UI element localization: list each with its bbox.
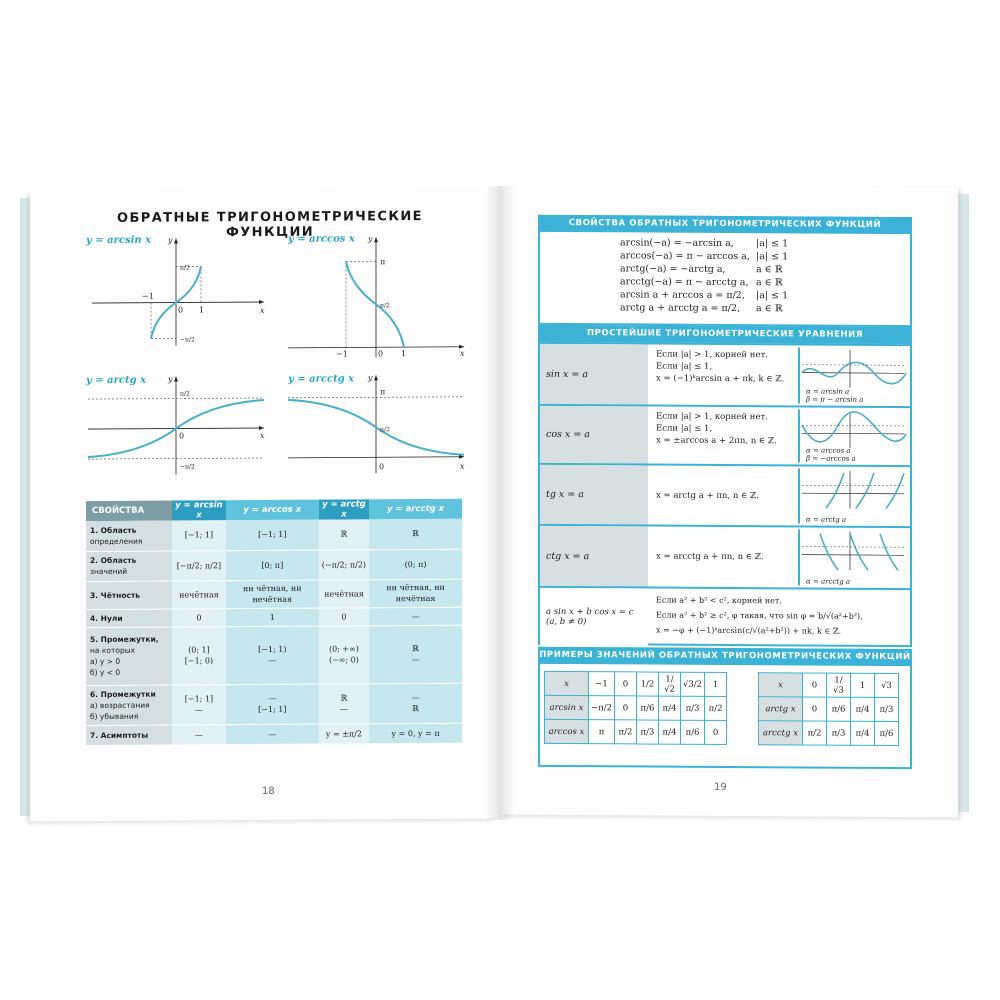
property-formula-row xyxy=(620,249,788,263)
solution-line: x = arcctg a + πn, n ∈ ℤ. xyxy=(656,551,764,563)
property-value: (0; +∞) (−∞; 0) xyxy=(319,625,370,683)
values-cell: −π/2 xyxy=(589,696,615,720)
mark: y xyxy=(168,374,173,384)
condition: a ∈ ℝ xyxy=(756,264,783,276)
values-table-right xyxy=(758,672,899,746)
right-page xyxy=(500,185,958,818)
mark: π/2 xyxy=(380,302,390,310)
table-row xyxy=(86,723,462,745)
equation-figure xyxy=(798,409,908,463)
values-header-cell: 1 xyxy=(705,672,727,696)
values-header-cell: 1 xyxy=(851,673,875,697)
page-number: 19 xyxy=(714,781,727,793)
equation-graph xyxy=(800,468,908,524)
page-title: ОБРАТНЫЕ ТРИГОНОМЕТРИЧЕСКИЕ ФУНКЦИИ xyxy=(117,209,423,241)
property-name xyxy=(86,609,172,628)
property-name xyxy=(86,581,172,610)
formula: arcsin(−a) = −arcsin a, xyxy=(620,237,734,250)
mark: y xyxy=(368,234,373,244)
property-value: [−1; 1] — xyxy=(172,684,226,724)
figure-caption: β = −arccos a xyxy=(806,454,856,463)
solution-line: x = −φ + (−1)ᵏarcsin(c/√(a²+b²)) + πk, k ∈ ℤ. xyxy=(656,625,842,636)
mark: π/2 xyxy=(380,426,390,434)
equation-row xyxy=(540,404,910,465)
property-name-line: значений xyxy=(90,566,128,577)
values-cell: π xyxy=(589,720,615,744)
values-row-label: arctg x xyxy=(759,697,803,721)
property-name-line: а) y > 0 xyxy=(90,656,121,667)
property-value: ℝ — xyxy=(319,683,370,723)
values-cell: π/6 xyxy=(680,720,704,744)
mark: −π/2 xyxy=(180,463,195,471)
values-cell: 0 xyxy=(614,696,636,720)
values-cell: π/4 xyxy=(658,720,680,744)
property-value: ℝ xyxy=(319,519,370,549)
property-value: y = ±π/2 xyxy=(319,723,370,743)
property-value: нечётная xyxy=(319,579,370,607)
graph-arcctg xyxy=(284,369,474,480)
condition: a ∈ ℝ xyxy=(756,277,783,289)
property-value: [−1; 1] xyxy=(226,520,319,551)
equation-graph xyxy=(800,529,908,586)
table-header: y = arctg x xyxy=(319,499,370,519)
mark: π xyxy=(380,257,386,267)
equation-row xyxy=(540,524,910,588)
values-cell: π/6 xyxy=(827,697,851,721)
property-value: ℝ xyxy=(369,519,462,550)
values-header-cell: 1/2 xyxy=(636,672,658,696)
mark: π xyxy=(380,387,386,397)
property-formula-row xyxy=(620,236,788,250)
property-value: (0; π) xyxy=(369,549,462,580)
mark: 0 xyxy=(378,349,384,359)
page-number: 18 xyxy=(262,785,275,798)
property-value: ни чётная, ни нечётная xyxy=(369,579,462,608)
values-cell: π/4 xyxy=(851,697,875,721)
table-header: СВОЙСТВА xyxy=(86,501,172,522)
formula: arcctg(−a) = π − arcctg a, xyxy=(620,276,749,289)
graph-label: y = arctg x xyxy=(86,374,147,387)
solution-line: x = ±arccos a + 2πn, n ∈ ℤ. xyxy=(656,435,777,447)
values-header-cell: −1 xyxy=(589,672,615,696)
graph-arcsin xyxy=(84,230,274,351)
mark: x xyxy=(460,348,465,358)
property-value: y = 0, y = π xyxy=(369,723,462,744)
mark: π/2 xyxy=(180,264,190,272)
condition: |a| ≤ 1 xyxy=(756,238,789,250)
figure-caption: α = arcsin a xyxy=(806,387,850,396)
table-row xyxy=(86,625,462,685)
condition: |a| ≤ 1 xyxy=(756,290,789,302)
table-header: y = arcsin x xyxy=(172,500,226,520)
condition: a ∈ ℝ xyxy=(756,303,783,315)
equation-figure xyxy=(798,347,908,404)
values-row xyxy=(545,695,727,720)
formula: arcsin a + arccos a = π/2, xyxy=(620,289,745,302)
values-cell: π/3 xyxy=(827,721,851,745)
book-spine xyxy=(486,186,514,820)
equations-title: ПРОСТЕЙШИЕ ТРИГОНОМЕТРИЧЕСКИЕ УРАВНЕНИЯ xyxy=(538,325,912,344)
equation-solution xyxy=(650,466,806,526)
values-row xyxy=(545,719,727,744)
property-value: 0 xyxy=(172,608,226,626)
graph-label: y = arccos x xyxy=(288,233,355,245)
table-header: y = arcctg x xyxy=(369,499,462,520)
equation-graph xyxy=(800,347,908,404)
table-header-row xyxy=(86,499,462,521)
property-value: нечётная xyxy=(172,580,226,608)
property-name-line: 1. Область xyxy=(90,525,137,535)
mark: −π/2 xyxy=(180,336,195,344)
equation-row xyxy=(540,463,910,526)
property-value: — xyxy=(369,607,462,626)
equation-name: ctg x = a xyxy=(540,526,648,587)
left-page xyxy=(30,189,496,822)
values-cell: π/4 xyxy=(658,696,680,720)
values-header-cell: 1/√3 xyxy=(827,673,851,697)
formula: arccos(−a) = π − arccos a, xyxy=(620,250,750,263)
property-value: [0; π] xyxy=(226,550,319,581)
equation-figure xyxy=(798,468,908,524)
figure-caption: α = arcctg a xyxy=(806,577,851,586)
property-name-line: определения xyxy=(90,536,143,546)
values-header-cell: 1/√2 xyxy=(658,672,680,696)
equation-row xyxy=(540,342,910,406)
values-table-left xyxy=(544,671,727,745)
mark: x xyxy=(460,461,465,471)
property-formula-row xyxy=(620,288,788,302)
property-name-line: 6. Промежутки xyxy=(90,689,156,699)
equation-condition: (a, b ≠ 0) xyxy=(546,616,587,627)
property-name-line: 2. Область xyxy=(90,555,137,566)
property-name-line: 4. Нули xyxy=(90,613,123,623)
graph-label: y = arcctg x xyxy=(288,373,355,385)
solution-line: Если |a| ≤ 1, xyxy=(656,423,713,434)
mark: y xyxy=(368,373,373,383)
figure-caption: α = arccos a xyxy=(806,446,851,455)
property-name xyxy=(86,725,172,746)
solution-line: x = arctg a + πn, n ∈ ℤ. xyxy=(656,490,759,501)
equations-box xyxy=(538,325,912,647)
mark: x xyxy=(260,430,265,441)
property-value: — [−1; 1] xyxy=(226,684,319,725)
values-row-label: arcctg x xyxy=(759,721,803,745)
values-cell: π/3 xyxy=(636,720,658,744)
values-row xyxy=(759,721,899,746)
mark: 0 xyxy=(379,462,385,472)
values-cell: π/4 xyxy=(851,721,875,745)
property-value: 1 xyxy=(226,608,319,627)
equation-solution xyxy=(650,527,806,588)
table-row xyxy=(86,607,462,627)
values-header-row xyxy=(545,671,727,696)
property-name-line: 7. Асимптоты xyxy=(90,730,149,740)
values-cell: π/3 xyxy=(680,696,704,720)
graph-label: y = arcsin x xyxy=(86,234,152,247)
mark: y xyxy=(168,235,173,245)
solution-line: Если |a| > 1, корней нет. xyxy=(656,349,768,361)
equation-name: cos x = a xyxy=(540,406,648,464)
property-formula-row xyxy=(620,262,788,276)
property-name-line: б) y < 0 xyxy=(90,667,121,678)
values-header-cell: 0 xyxy=(614,672,636,696)
values-cell: π/6 xyxy=(636,696,658,720)
figure-caption: β = π − arcsin a xyxy=(806,395,864,404)
property-value: [−1; 1) — xyxy=(226,626,319,685)
property-name-line: на которых xyxy=(90,645,136,656)
graph-arctg xyxy=(84,370,274,481)
values-header-row xyxy=(759,673,899,698)
property-value: — ℝ xyxy=(369,683,462,724)
property-name xyxy=(86,521,172,552)
figure-caption: α = arctg a xyxy=(806,515,847,524)
values-cell: 0 xyxy=(705,720,727,744)
properties-list xyxy=(620,236,788,315)
values-cell: 0 xyxy=(803,697,827,721)
equation-figure xyxy=(798,529,908,586)
graph-arccos xyxy=(284,229,474,360)
property-name-line: 3. Чётность xyxy=(90,590,141,600)
values-cell: π/3 xyxy=(875,697,899,721)
table-row xyxy=(86,519,462,551)
values-header-cell: 0 xyxy=(803,673,827,697)
property-name xyxy=(86,551,172,582)
property-value: 0 xyxy=(319,607,370,625)
property-value: (−π/2; π/2) xyxy=(319,549,370,579)
mark: 1 xyxy=(401,349,407,359)
equation-name: tg x = a xyxy=(540,465,648,525)
mark: π/2 xyxy=(180,390,190,398)
property-name-line: а) возрастания xyxy=(90,700,150,710)
property-name xyxy=(86,627,172,686)
property-formula-row xyxy=(620,301,788,315)
mark: 1 xyxy=(199,305,205,315)
table-row xyxy=(86,579,462,609)
equation-solution xyxy=(650,407,806,465)
property-value: ни чётная, ни нечётная xyxy=(226,580,319,609)
values-row xyxy=(759,697,899,722)
equation-text: a sin x + b cos x = c xyxy=(546,606,634,617)
mark: −1 xyxy=(336,349,348,359)
property-name-line: 5. Промежутки, xyxy=(90,634,159,645)
property-name xyxy=(86,685,172,726)
solution-line: x = (−1)ᵏarcsin a + πk, k ∈ ℤ. xyxy=(656,373,785,385)
property-value: — xyxy=(226,724,319,745)
equation-solution xyxy=(650,589,910,648)
solution-line: Если a² + b² ≥ c², φ такая, что sin φ = b/√(a²+b²), xyxy=(656,610,863,621)
mark: 0 xyxy=(179,431,185,441)
mark: −1 xyxy=(142,291,154,301)
property-value: ℝ — xyxy=(369,625,462,684)
values-title: ПРИМЕРЫ ЗНАЧЕНИЙ ОБРАТНЫХ ТРИГОНОМЕТРИЧЕСКИХ ФУНКЦИЙ xyxy=(538,647,912,666)
property-name-line: б) убывания xyxy=(90,711,139,721)
mark: x xyxy=(260,305,265,316)
solution-line: Если a² + b² < c², корней нет. xyxy=(656,595,782,606)
formula: arctg(−a) = −arctg a, xyxy=(620,263,726,275)
condition: |a| ≤ 1 xyxy=(756,251,789,263)
table-header: y = arccos x xyxy=(226,500,319,521)
values-cell: π/6 xyxy=(875,721,899,745)
values-cell: π/2 xyxy=(803,721,827,745)
formula: arctg a + arcctg a = π/2, xyxy=(620,302,741,315)
values-header-cell: √3 xyxy=(875,673,899,697)
property-value: [−1; 1] xyxy=(172,520,226,550)
general-equation-row xyxy=(540,586,910,647)
solution-line: Если |a| ≤ 1, xyxy=(656,361,713,372)
values-cell: π/2 xyxy=(614,720,636,744)
values-cell: π/2 xyxy=(705,696,727,720)
equation-solution xyxy=(650,345,806,406)
mark: 0 xyxy=(178,305,184,315)
equation-name: sin x = a xyxy=(540,344,648,405)
property-formula-row xyxy=(620,275,788,289)
values-row-label: x xyxy=(545,671,589,695)
values-box xyxy=(538,647,912,769)
table-row xyxy=(86,549,462,581)
property-value: [−π/2; π/2] xyxy=(172,550,226,580)
property-value: (0; 1] [−1; 0) xyxy=(172,626,226,684)
properties-title: СВОЙСТВА ОБРАТНЫХ ТРИГОНОМЕТРИЧЕСКИХ ФУНКЦИЙ xyxy=(538,215,912,234)
solution-line: Если |a| > 1, корней нет. xyxy=(656,411,768,423)
properties-table xyxy=(86,499,462,746)
equation-name xyxy=(540,588,648,646)
values-row-label: arcsin x xyxy=(545,695,589,719)
values-row-label: x xyxy=(759,673,803,697)
values-row-label: arccos x xyxy=(545,719,589,743)
properties-box xyxy=(538,215,912,327)
property-value: — xyxy=(172,724,226,744)
table-row xyxy=(86,683,462,725)
values-header-cell: √3/2 xyxy=(680,672,704,696)
equation-graph xyxy=(800,409,908,463)
